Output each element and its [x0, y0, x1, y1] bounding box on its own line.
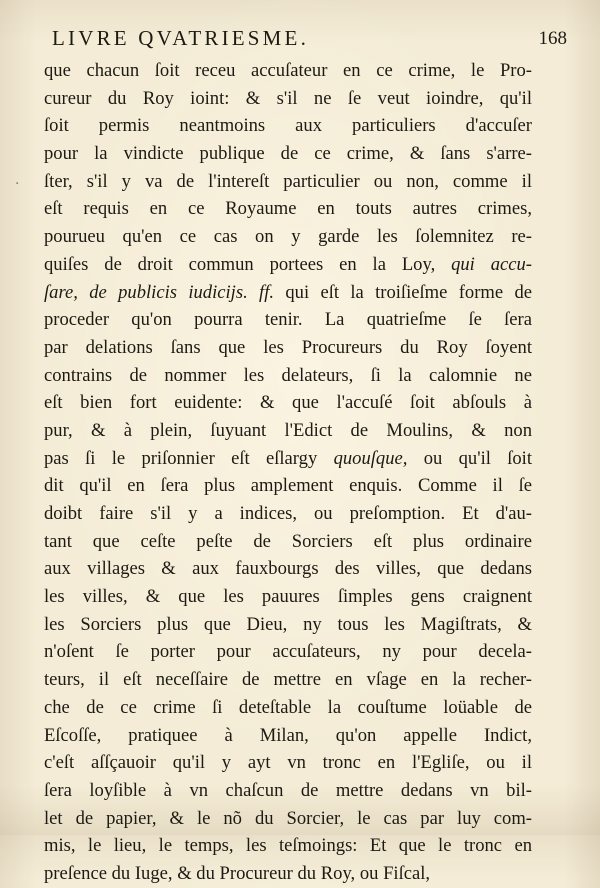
- text-line: Eſcoſſe, pratiquee à Milan, qu'on appelle Indict,: [44, 724, 532, 746]
- text-line: preſence du Iuge, & du Procureur du Roy, ou Fiſcal,: [44, 862, 431, 884]
- text-line: que chacun ſoit receu accuſateur en ce crime, le Pro-: [44, 60, 532, 81]
- text-line: let de papier, & le nõ du Sorcier, le cas par luy com-: [44, 807, 532, 829]
- text-line-mixed: [44, 445, 532, 473]
- running-head: [52, 26, 567, 56]
- text-line: cureur du Roy ioint: & s'il ne ſe veut ioindre, qu'il: [44, 87, 532, 109]
- text-line: teurs, il eſt neceſſaire de mettre en vſage en la recher-: [44, 669, 532, 691]
- text-line: ſera loyſible à vn chaſcun de mettre dedans vn bil-: [44, 779, 532, 801]
- text-line-mixed: [44, 279, 532, 307]
- text-line: doibt faire s'il y a indices, ou preſomption. Et d'au-: [44, 503, 532, 524]
- text-line: aux villages & aux fauxbourgs des villes, que dedans: [44, 558, 532, 580]
- text-line: c'eſt aſſçauoir qu'il y ayt vn tronc en l'Egliſe, ou il: [44, 752, 532, 774]
- text-line: dit qu'il en ſera plus amplement enquis. Comme il ſe: [44, 475, 532, 497]
- text-line: mis, le lieu, le temps, les teſmoings: Et que le tronc en: [44, 835, 532, 857]
- text-line-mixed: [44, 251, 532, 279]
- text-line: pourueu qu'en ce cas on y garde les ſolemnitez re-: [44, 226, 532, 248]
- text-line: ſter, s'il y va de l'intereſt particulier ou non, comme il: [44, 170, 532, 192]
- text-segment: quiſes de droit commun portees en la Loy,: [44, 253, 436, 275]
- text-line: contrains de nommer les delateurs, ſi la calomnie ne: [44, 364, 532, 386]
- text-line: les Sorciers plus que Dieu, ny tous les Magiſtrats, &: [44, 613, 532, 635]
- running-title: LIVRE QVATRIESME.: [52, 26, 310, 50]
- text-line: ſoit permis neantmoins aux particuliers d'accuſer: [44, 115, 532, 137]
- text-line: eſt requis en ce Royaume en touts autres crimes,: [44, 198, 532, 220]
- text-line: pour la vindicte publique de ce crime, & ſans s'arre-: [44, 143, 532, 165]
- text-line: pur, & à plein, ſuyuant l'Edict de Moulins, & non: [44, 419, 532, 441]
- text-segment: pas ſi le priſonnier eſt eſlargy: [44, 447, 318, 469]
- text-line: eſt bien fort euidente: & que l'accuſé ſoit abſouls à: [44, 392, 532, 414]
- text-line: proceder qu'on pourra tenir. La quatrieſme ſe ſera: [44, 309, 532, 331]
- page-number: 168: [538, 28, 567, 49]
- text-line: les villes, & que les pauures ſimples gens craignent: [44, 586, 532, 608]
- italic-segment: ſare, de publicis iudicijs. ff.: [44, 281, 275, 303]
- italic-segment: quouſque,: [333, 447, 408, 469]
- text-line: tant que ceſte peſte de Sorciers eſt plus ordinaire: [44, 530, 532, 552]
- text-line: n'oſent ſe porter pour accuſateurs, ny pour decela-: [44, 641, 532, 663]
- margin-mark: ·: [15, 176, 20, 192]
- text-segment: qui eſt la troiſieſme forme de: [285, 281, 532, 303]
- italic-segment: qui accu-: [451, 253, 532, 275]
- body-text: [44, 57, 532, 888]
- text-line: par delations ſans que les Procureurs du Roy ſoyent: [44, 336, 532, 358]
- text-segment: ou qu'il ſoit: [423, 447, 533, 469]
- text-line: che de ce crime ſi deteſtable la couſtume loüable de: [44, 696, 532, 718]
